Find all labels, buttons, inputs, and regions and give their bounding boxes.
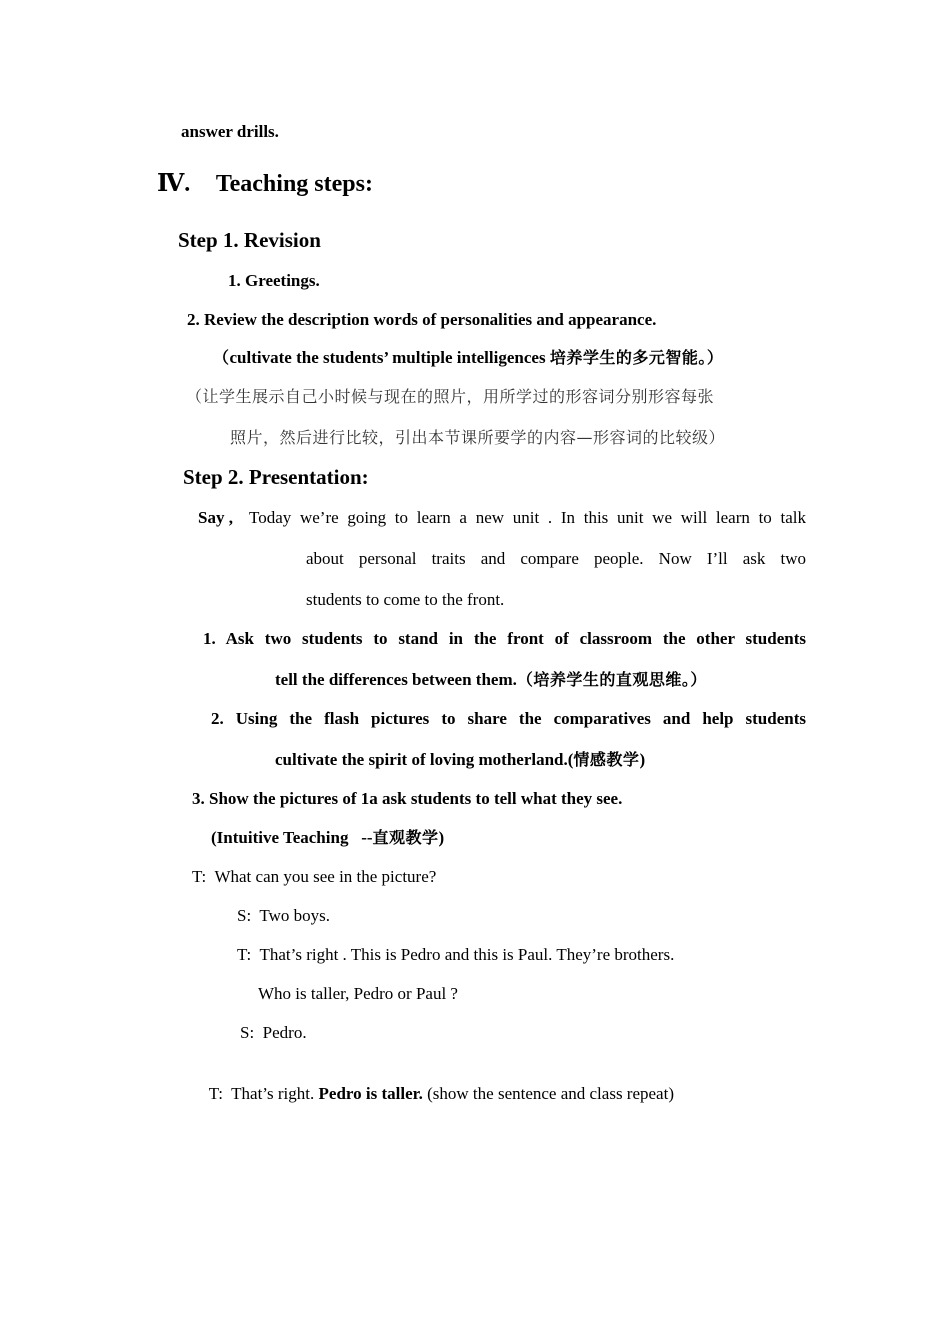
step2-item1-line2-cn: （培养学生的直观思维。）: [516, 670, 707, 689]
dialogue-t2: T: That’s right . This is Pedro and this is Paul. They’re brothers.: [237, 945, 675, 964]
step2-item2-line2: [275, 749, 645, 771]
step2-item2-line2-cn: 情感教学: [573, 750, 640, 769]
section-numeral: Ⅳ.: [157, 171, 191, 197]
say-line3: students to come to the front.: [306, 590, 505, 609]
step2-item2-line2-en: cultivate the spirit of loving motherland.(: [275, 750, 574, 769]
answer-drills-text: answer drills.: [181, 122, 279, 141]
step2-item2-line2-end: ): [639, 750, 646, 769]
step2-item1-line2: [275, 669, 707, 691]
step2-item3: 3. Show the pictures of 1a ask students to tell what they see.: [192, 789, 623, 808]
intuitive-en: (Intuitive Teaching --: [211, 828, 373, 847]
say-line2: about personal traits and compare people. Now I’ll ask two: [306, 549, 806, 568]
step1-note-cn: 培养学生的多元智能。）: [549, 348, 724, 367]
section-title: Teaching steps:: [215, 171, 373, 197]
intuitive-end: ): [438, 828, 445, 847]
intuitive-teaching-note: [211, 827, 444, 849]
step1-title: Step 1. Revision: [178, 228, 321, 252]
dialogue-s2: S: Pedro.: [240, 1023, 307, 1042]
dialogue-t3-bold: Pedro is taller.: [318, 1084, 423, 1103]
step1-note: [213, 347, 723, 369]
say-line1: Today we’re going to learn a new unit . In this unit we will learn to talk: [249, 508, 806, 527]
step2-item2-line1: 2. Using the flash pictures to share the comparatives and help students: [211, 709, 806, 728]
step1-note-en: cultivate the students’ multiple intelligences: [229, 348, 550, 367]
step1-note-open: （: [213, 348, 230, 367]
section-heading: [157, 169, 373, 199]
dialogue-t1: T: What can you see in the picture?: [192, 867, 437, 886]
step2-item1-line2-en: tell the differences between them.: [275, 670, 517, 689]
step1-item-review: 2. Review the description words of personalities and appearance.: [187, 310, 657, 329]
dialogue-s1: S: Two boys.: [237, 906, 330, 925]
dialogue-t2b: Who is taller, Pedro or Paul ?: [258, 984, 458, 1003]
dialogue-t3: [192, 1061, 674, 1127]
step1-item-greetings: 1. Greetings.: [228, 271, 320, 290]
step1-cn-line2: 照片，然后进行比较，引出本节课所要学的内容—形容词的比较级）: [230, 428, 726, 447]
dialogue-t3-post: (show the sentence and class repeat): [422, 1084, 674, 1103]
step1-cn-line1: （让学生展示自己小时候与现在的照片，用所学过的形容词分别形容每张: [186, 387, 715, 406]
step2-title: Step 2. Presentation:: [183, 465, 369, 489]
dialogue-t3-pre: T: That’s right.: [208, 1084, 319, 1103]
step2-item1-line1: 1. Ask two students to stand in the front of classroom the other students: [203, 629, 806, 648]
say-label: Say ,: [198, 508, 233, 527]
intuitive-cn: 直观教学: [372, 828, 439, 847]
